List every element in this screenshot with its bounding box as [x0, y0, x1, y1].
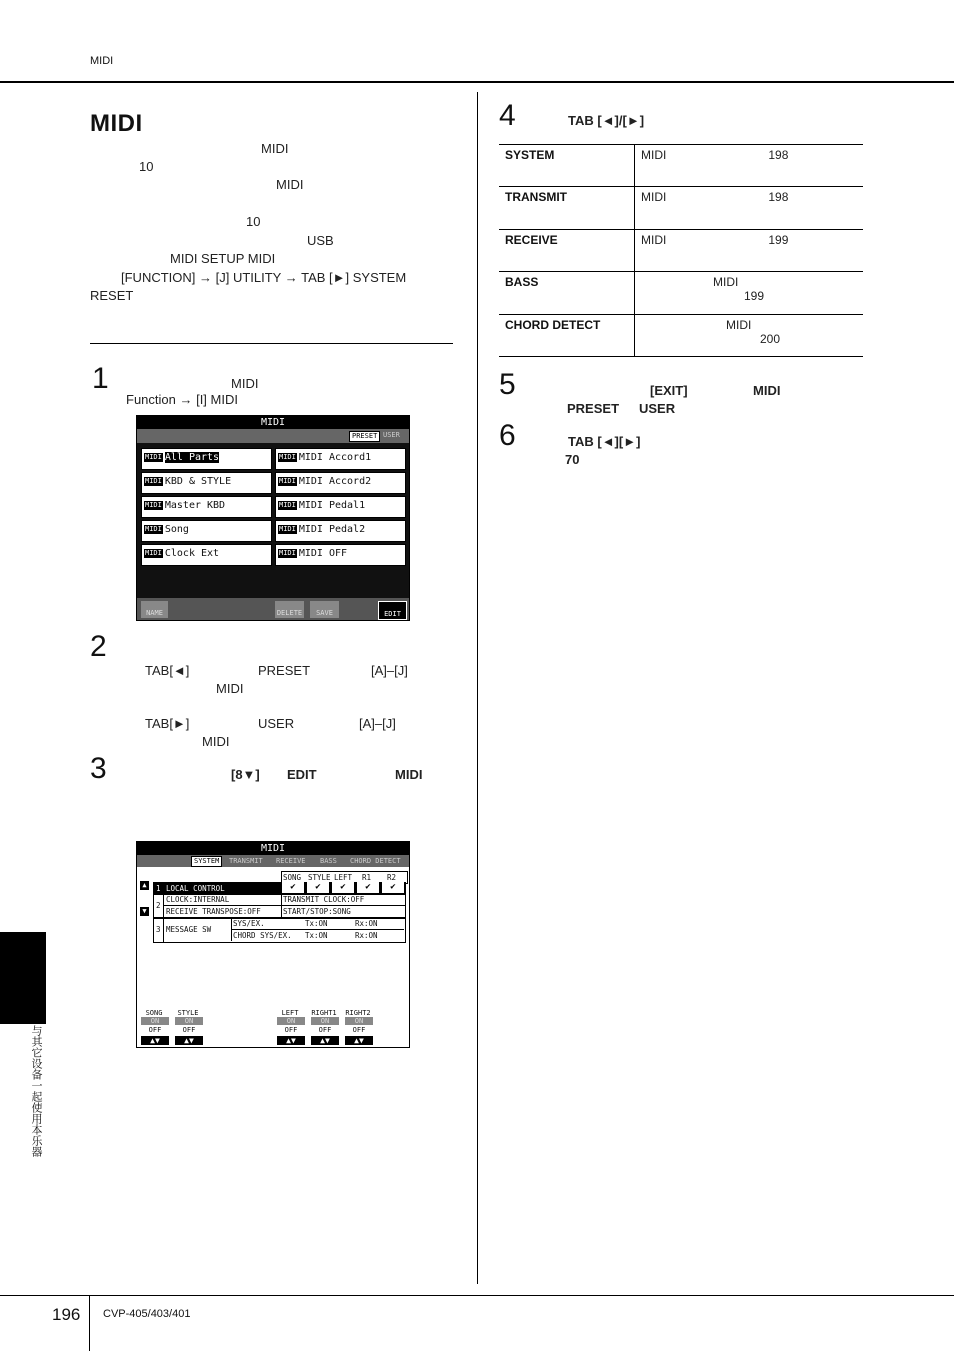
tab-user[interactable]: USER [383, 431, 400, 439]
row-number: 2 [156, 901, 161, 910]
name-button[interactable]: NAME [141, 601, 168, 618]
row-value[interactable]: Tx:ON [305, 919, 328, 928]
midi-file-icon: MIDI [279, 476, 296, 485]
row-label: LOCAL CONTROL [166, 884, 225, 893]
step-number: 4 [499, 99, 516, 132]
toggle-song-on[interactable]: ON [141, 1017, 169, 1025]
save-button[interactable]: SAVE [310, 601, 339, 618]
toggle-left-off[interactable]: OFF [284, 1026, 298, 1034]
section-separator [90, 343, 453, 344]
screen-title: MIDI [137, 416, 409, 429]
column-header-row: SONG STYLE LEFT R1 R2 [281, 871, 408, 884]
file-item-midi-off[interactable]: MIDI MIDI OFF [275, 544, 406, 566]
step-number: 1 [92, 362, 109, 395]
file-item-midi-pedal1[interactable]: MIDI MIDI Pedal1 [275, 496, 406, 518]
midi-file-icon: MIDI [145, 452, 162, 461]
table-key: BASS [499, 272, 635, 315]
row-value[interactable]: START/STOP:SONG [283, 907, 351, 916]
table-row [499, 145, 863, 187]
up-down-arrows-icon[interactable]: ▲▼ [277, 1036, 305, 1045]
table-value: MIDI 199 [635, 230, 864, 272]
midi-file-icon: MIDI [145, 524, 162, 533]
toggle-right2-on[interactable]: ON [345, 1017, 373, 1025]
toggle-style-on[interactable]: ON [175, 1017, 203, 1025]
toggle-right2-off[interactable]: OFF [352, 1026, 366, 1034]
step-text: MIDI [753, 383, 781, 398]
footer-rule [0, 1295, 954, 1296]
toggle-song-label: SONG [145, 1009, 163, 1017]
table-key: RECEIVE [499, 230, 635, 272]
midi-file-icon: MIDI [145, 476, 162, 485]
midi-file-icon: MIDI [279, 452, 296, 461]
toggle-right2-label: RIGHT2 [345, 1009, 371, 1017]
toggle-left-label: LEFT [281, 1009, 299, 1017]
toggle-song-off[interactable]: OFF [148, 1026, 162, 1034]
file-item-song[interactable]: MIDI Song [141, 520, 272, 542]
step-text: MIDI [216, 681, 244, 696]
intro-text: [FUNCTION] → [J] UTILITY → TAB [►] SYSTEM [121, 270, 407, 285]
midi-template-screen [136, 415, 410, 621]
step-text: [A]–[J] [359, 716, 396, 731]
tab-system[interactable]: SYSTEM [191, 856, 222, 867]
intro-text: USB [307, 233, 334, 248]
check-icon[interactable]: ✔ [332, 882, 354, 893]
page-title: MIDI [90, 110, 143, 137]
up-down-arrows-icon[interactable]: ▲▼ [345, 1036, 373, 1045]
step-text: TAB [◄]/[►] [568, 113, 645, 128]
file-item-kbd-style[interactable]: MIDI KBD & STYLE [141, 472, 272, 494]
intro-text: 10 [139, 159, 154, 174]
function-button-bar [137, 598, 409, 620]
tab-transmit[interactable]: TRANSMIT [229, 857, 263, 865]
intro-text: MIDI [276, 177, 304, 192]
file-item-midi-accord2[interactable]: MIDI MIDI Accord2 [275, 472, 406, 494]
side-section-tab [0, 932, 46, 1024]
step-text: 70 [565, 452, 580, 467]
row-value[interactable]: Rx:ON [355, 919, 378, 928]
intro-text: RESET [90, 288, 134, 303]
toggle-style-off[interactable]: OFF [182, 1026, 196, 1034]
step-text: Function → [I] MIDI [126, 392, 238, 407]
edit-button[interactable]: EDIT [378, 601, 407, 620]
step-text: MIDI [395, 767, 423, 782]
step-text: MIDI [202, 734, 230, 749]
step-text: [A]–[J] [371, 663, 408, 678]
tab-bass[interactable]: BASS [320, 857, 337, 865]
row-value: SYS/EX. [233, 919, 265, 928]
row-value[interactable]: CLOCK:INTERNAL [166, 895, 230, 904]
file-item-midi-pedal2[interactable]: MIDI MIDI Pedal2 [275, 520, 406, 542]
tab-description-table [499, 144, 863, 357]
toggle-right1-on[interactable]: ON [311, 1017, 339, 1025]
midi-file-icon: MIDI [145, 548, 162, 557]
table-row [499, 315, 863, 357]
toggle-style-label: STYLE [177, 1009, 199, 1017]
row-value[interactable]: Tx:ON [305, 931, 328, 940]
delete-button[interactable]: DELETE [275, 601, 304, 618]
step-text: USER [639, 401, 676, 416]
table-row [499, 187, 863, 230]
side-section-label: 与其它设备一起使用本乐器 [30, 1025, 42, 1157]
row-label: MESSAGE SW [166, 925, 212, 934]
step-text: [8▼] [231, 767, 260, 782]
table-row [499, 272, 863, 315]
scroll-up-arrow-icon[interactable]: ▲ [140, 881, 149, 890]
midi-edit-screen [136, 841, 410, 1048]
toggle-right1-label: RIGHT1 [311, 1009, 337, 1017]
page-number: 196 [52, 1305, 81, 1324]
table-value: MIDI 198 [635, 145, 864, 187]
step-text: MIDI [231, 376, 259, 391]
header-rule [0, 81, 954, 83]
toggle-left-on[interactable]: ON [277, 1017, 305, 1025]
check-icon[interactable]: ✔ [307, 882, 329, 893]
table-value: MIDI 198 [635, 187, 864, 230]
step-text: TAB[►] [145, 716, 190, 731]
screen-title: MIDI [137, 842, 409, 855]
model-name: CVP-405/403/401 [103, 1308, 191, 1320]
intro-text: 10 [246, 214, 261, 229]
scroll-down-arrow-icon[interactable]: ▼ [140, 907, 149, 916]
step-text: [EXIT] [650, 383, 688, 398]
step-text: TAB[◄] [145, 663, 190, 678]
toggle-right1-off[interactable]: OFF [318, 1026, 332, 1034]
up-down-arrows-icon[interactable]: ▲▼ [175, 1036, 203, 1045]
step-number: 2 [90, 630, 107, 663]
intro-text: MIDI SETUP MIDI [170, 251, 276, 266]
row-number: 1 [156, 884, 161, 893]
file-item-all-parts[interactable]: MIDI All Parts [141, 448, 272, 470]
step-text: TAB [◄][►] [568, 434, 641, 449]
file-item-midi-accord1[interactable]: MIDI MIDI Accord1 [275, 448, 406, 470]
intro-text: MIDI [261, 141, 289, 156]
file-item-master-kbd[interactable]: MIDI Master KBD [141, 496, 272, 518]
midi-file-icon: MIDI [145, 500, 162, 509]
up-down-arrows-icon[interactable]: ▲▼ [141, 1036, 169, 1045]
midi-file-icon: MIDI [279, 548, 296, 557]
tab-receive[interactable]: RECEIVE [276, 857, 306, 865]
step-text: PRESET [258, 663, 311, 678]
table-key: SYSTEM [499, 145, 635, 187]
row-value[interactable]: RECEIVE TRANSPOSE:OFF [166, 907, 261, 916]
table-key: TRANSMIT [499, 187, 635, 230]
running-header: MIDI [90, 55, 114, 67]
row-value: CHORD SYS/EX. [233, 931, 292, 940]
table-value: MIDI 200 [635, 315, 864, 357]
check-icon[interactable]: ✔ [357, 882, 379, 893]
row-number: 3 [156, 925, 161, 934]
midi-file-icon: MIDI [279, 500, 296, 509]
table-key: CHORD DETECT [499, 315, 635, 357]
step-number: 5 [499, 368, 516, 401]
column-divider [477, 92, 478, 1284]
midi-file-icon: MIDI [279, 524, 296, 533]
step-number: 3 [90, 752, 107, 785]
step-number: 6 [499, 419, 516, 452]
check-icon[interactable]: ✔ [282, 882, 304, 893]
up-down-arrows-icon[interactable]: ▲▼ [311, 1036, 339, 1045]
row-value[interactable]: TRANSMIT CLOCK:OFF [283, 895, 365, 904]
step-text: USER [258, 716, 295, 731]
step-text: EDIT [287, 767, 317, 782]
file-item-clock-ext[interactable]: MIDI Clock Ext [141, 544, 272, 566]
step-text: PRESET [567, 401, 620, 416]
table-row [499, 230, 863, 272]
table-value: MIDI 199 [635, 272, 864, 315]
tab-preset[interactable]: PRESET [349, 431, 380, 442]
footer-divider [89, 1296, 90, 1351]
tab-chord-detect[interactable]: CHORD DETECT [350, 857, 401, 865]
row-value[interactable]: Rx:ON [355, 931, 378, 940]
check-icon[interactable]: ✔ [382, 882, 404, 893]
